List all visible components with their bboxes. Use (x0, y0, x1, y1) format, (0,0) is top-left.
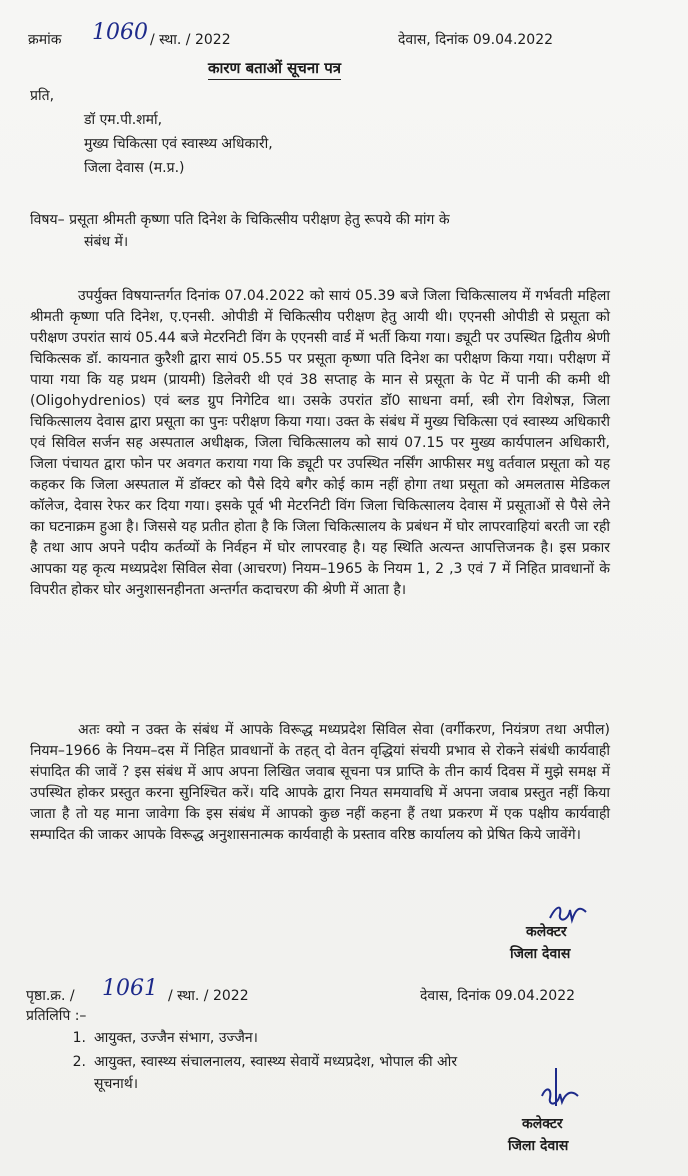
body-paragraph-1: उपर्युक्त विषयान्तर्गत दिनांक 07.04.2022 को सायं 05.39 बजे जिला चिकित्सालय में गर्भवती महिला श्रीमती कृष्णा पति दिनेश, ए.एनसी. ओपीडी में चिकित्सीय परीक्षण हेतु आयी थी। एएनसी ओपीडी से प्रसूता को परीक्षण उपरांत सायं 05.44 बजे मेटरनिटी विंग के एएनसी वार्ड में भर्ती किया गया। ड्यूटी पर उपस्थित द्वितीय श्रेणी चिकित्सक डॉ. कायनात कुरैशी द्वारा सायं 05.55 पर प्रसूता कृष्णा पति दिनेश का परीक्षण किया गया। परीक्षण में पाया गया कि यह प्रथम (प्रायमी) डिलेवरी थी एवं 38 सप्ताह के मान से प्रसूता के पेट में पानी की कमी थी (Oligohydrenios) एवं ब्लड ग्रुप निगेटिव था। उसके उपरांत डॉ0 साधना वर्मा, स्त्री रोग विशेषज्ञ, जिला चिकित्सालय देवास द्वारा प्रसूता का पुनः परीक्षण किया गया। उक्त के संबंध में मुख्य चिकित्सा एवं स्वास्थ्य अधिकारी एवं सिविल सर्जन सह अस्पताल अधीक्षक, जिला चिकित्सालय को सायं 07.15 पर मुख्य कार्यपालन अधिकारी, जिला पंचायत द्वारा फोन पर अवगत कराया गया कि ड्यूटी पर उपस्थित नर्सिंग आफीसर मधु वर्तवाल प्रसूता को यह कहकर कि जिला अस्पताल में डॉक्टर को पैसे दिये बगैर कोई काम नहीं होगा तथा प्रसूता को अमलतास मेडिकल कॉलेज, देवास रेफर कर दिया गया। इसके पूर्व भी मेटरनिटी विंग जिला चिकित्सालय देवास में प्रसूताओं से पैसे लेने का घटनाक्रम हुआ है। जिससे यह प्रतीत होता है कि जिला चिकित्सालय के प्रबंधन में घोर लापरवाहियां बरती जा रही है तथा आप अपने पदीय कर्तव्यों के निर्वहन में घोर लापरवाह है। यह स्थिति अत्यन्त आपत्तिजनक है। इस प्रकार आपका यह कृत्य मध्यप्रदेश सिविल सेवा (आचरण) नियम–1965 के नियम 1, 2 ,3 एवं 7 में निहित प्रावधानों के विपरीत होकर घोर अनुशासनहीनता अन्तर्गत कदाचरण की श्रेणी में आता है। (30, 288, 610, 598)
recipient-designation: मुख्य चिकित्सा एवं स्वास्थ्य अधिकारी, (84, 136, 273, 152)
signature-2-designation: कलेक्टर (522, 1116, 563, 1132)
ref-prefix: क्रमांक (28, 32, 62, 48)
ref-suffix: / स्था. / 2022 (150, 32, 231, 48)
copy-item-2-continued: सूचनार्थ। (94, 1076, 139, 1092)
signature-1-designation: कलेक्टर (526, 924, 567, 940)
document-title: कारण बताओं सूचना पत्र (208, 58, 341, 80)
copy-item-1-text: आयुक्त, उज्जैन संभाग, उज्जैन। (94, 1030, 258, 1046)
endorsement-place-date: देवास, दिनांक 09.04.2022 (420, 988, 576, 1004)
body-paragraph-2: अतः क्यो न उक्त के संबंध में आपके विरूद्ध मध्यप्रदेश सिविल सेवा (वर्गीकरण, नियंत्रण तथा अपील) नियम–1966 के नियम–दस में निहित प्रावधानों के तहत् दो वेतन वृद्धियां संचयी प्रभाव से रोकने संबंधी कार्यवाही संपादित की जावें ? इस संबंध में आप अपना लिखित जवाब सूचना पत्र प्राप्ति के तीन कार्य दिवस में मुझे समक्ष में उपस्थित होकर प्रस्तुत करना सुनिश्चित करें। यदि आपके द्वारा नियत समयावधि में अपना जवाब प्रस्तुत नहीं किया जाता है तो यह माना जावेगा कि इस संबंध में आपको कुछ नहीं कहना हैं तथा प्रकरण में एक पक्षीय कार्यवाही सम्पादित की जाकर आपके विरूद्ध अनुशासनात्मक कार्यवाही के प्रस्ताव वरिष्ठ कार्यालय को प्रेषित किये जावेंगे। (30, 722, 610, 843)
recipient-prati: प्रति, (30, 88, 55, 104)
copy-item-2-text: आयुक्त, स्वास्थ्य संचालनालय, स्वास्थ्य सेवायें मध्यप्रदेश, भोपाल की ओर (94, 1054, 458, 1070)
copy-label: प्रतिलिपि :– (26, 1008, 87, 1024)
signature-1-district: जिला देवास (510, 946, 571, 962)
signature-2-district: जिला देवास (508, 1138, 569, 1154)
endorsement-number-handwritten: 1061 (102, 976, 158, 1001)
subject-line-1: विषय– प्रसूता श्रीमती कृष्णा पति दिनेश के चिकित्सीय परीक्षण हेतु रूपये की मांग के (30, 212, 450, 228)
copy-item-2-number: 2. (72, 1054, 86, 1070)
collector-signature-2 (536, 1066, 582, 1118)
header-place-date: देवास, दिनांक 09.04.2022 (398, 32, 554, 48)
copy-item-1-number: 1. (72, 1030, 86, 1046)
endorsement-suffix: / स्था. / 2022 (168, 988, 249, 1004)
endorsement-prefix: पृष्ठा.क्र. / (26, 988, 75, 1004)
ref-number-handwritten: 1060 (92, 20, 148, 45)
recipient-name: डॉ एम.पी.शर्मा, (84, 112, 163, 128)
subject-line-2: संबंध में। (84, 234, 129, 250)
recipient-district: जिला देवास (म.प्र.) (84, 160, 185, 176)
